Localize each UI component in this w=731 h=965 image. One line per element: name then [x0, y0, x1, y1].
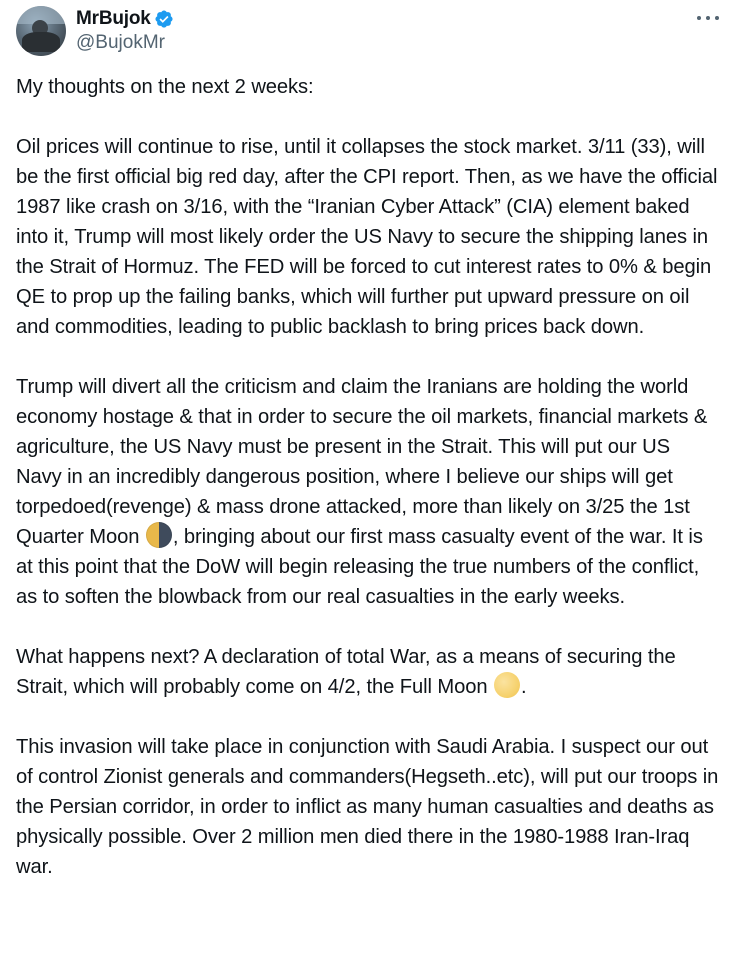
verified-badge-icon[interactable]	[154, 9, 174, 29]
tweet-paragraph-2-part-1: Trump will divert all the criticism and claim the Iranians are holding the world economy hostage & that in order to secure the oil markets, financial markets & agriculture, the US Navy must be present in the Strait. This will put our US Navy in an incredibly dangerous position, where I believe our ships will get torpedoed(revenge) & mass drone attacked, more than likely on 3/25 the 1st Quarter Moon	[16, 376, 708, 548]
tweet-paragraph-2	[16, 372, 721, 612]
tweet-intro: My thoughts on the next 2 weeks:	[16, 76, 314, 98]
tweet-paragraph-3	[16, 642, 721, 702]
more-options-icon[interactable]	[697, 8, 719, 28]
tweet-text	[16, 72, 721, 882]
tweet-paragraph-3-part-2: .	[520, 676, 527, 698]
tweet-header	[16, 5, 174, 57]
tweet-paragraph-4: This invasion will take place in conjunction with Saudi Arabia. I suspect our out of control Zionist generals and commanders(Hegseth..etc), will put our troops in the Persian corridor, in order to inflict as many human casualties and deaths as physically possible. Over 2 million men died there in the 1980-1988 Iran-Iraq war.	[16, 736, 719, 878]
tweet-paragraph-3-part-1: What happens next? A declaration of total War, as a means of securing the Strait, which will probably come on 4/2, the Full Moon	[16, 646, 676, 698]
author-handle[interactable]: @BujokMr	[76, 32, 165, 53]
first-quarter-moon-icon	[146, 522, 172, 548]
tweet-paragraph-1: Oil prices will continue to rise, until it collapses the stock market. 3/11 (33), will be the first official big red day, after the CPI report. Then, as we have the official 1987 like crash on 3/16, with the “Iranian Cyber Attack” (CIA) element baked into it, Trump will most likely order the US Navy to secure the shipping lanes in the Strait of Hormuz. The FED will be forced to cut interest rates to 0% & begin QE to prop up the failing banks, which will further put upward pressure on oil and commodities, leading to public backlash to bring prices back down.	[16, 136, 718, 338]
name-row	[76, 7, 174, 31]
avatar[interactable]	[16, 6, 66, 56]
full-moon-icon	[494, 672, 520, 698]
tweet-paragraph-2-part-2: , bringing about our first mass casualty event of the war. It is at this point that the DoW will begin releasing the true numbers of the conflict, as to soften the blowback from our real casualties in the early weeks.	[16, 526, 703, 608]
author-names	[76, 7, 174, 55]
author-display-name[interactable]: MrBujok	[76, 8, 151, 29]
